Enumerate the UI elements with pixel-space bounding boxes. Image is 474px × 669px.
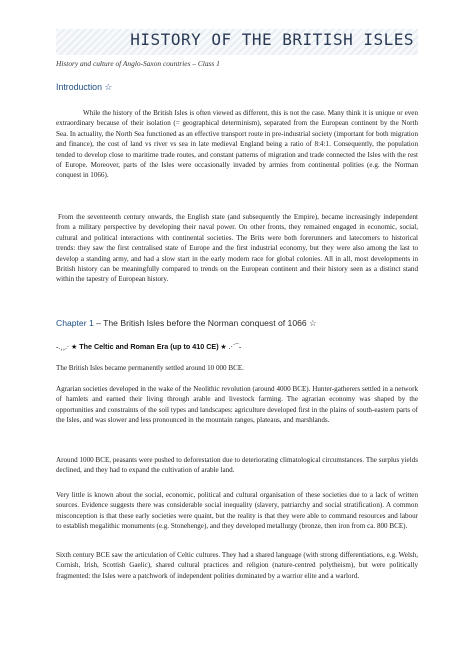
intro-paragraph-1: While the history of the British Isles is often viewed as different, this is not the case. Many think it is unique or even extraordinary because of their isolation (= geographical determinism), separated from the European continent by the North Sea. In actuality, the North Sea functioned as an effective transport route in pre-industrial society (important for both migration and finance), the cost of land vs river vs sea in late medieval England being a ratio of 8:4:1. Consequently, the population tended to develop close to maritime trade routes, and constant patterns of migration and trade connected the Isles with the rest of Europe. Moreover, parts of the Isles were occasionally invaded by armies from continental polities (e.g. the Norman conquest in 1066).	[56, 109, 418, 180]
chapter-1-heading	[56, 318, 317, 329]
chapter-paragraph-5: Sixth century BCE saw the articulation of Celtic cultures. They had a shared language (with strong differentiations, e.g. Welsh, Cornish, Irish, Scottish Gaelic), shared cultural practices and religion (nature-centred polytheism), but were politically fragmented: the Isles were a patchwork of independent polities dominated by a warrior elite and a warlord.	[56, 551, 418, 580]
chapter-paragraph-3: Around 1000 BCE, peasants were pushed to deforestation due to deteriorating climatological circumstances. The surplus yields declined, and they had to expand the cultivation of arable land.	[56, 456, 418, 475]
chapter-1-separator: –	[93, 318, 104, 328]
chapter-paragraph-1: The British Isles became permanently settled around 10 000 BCE.	[56, 364, 244, 372]
chapter-paragraph-4: Very little is known about the social, economic, political and cultural organisation of these societies due to a lack of written sources. Evidence suggests there was considerable social inequality (slavery, patriarchy and social stratification). A common misconception is that these early societies were quaint, but the reality is that they were able to command resources and labour to establish megalithic monuments (e.g. Stonehenge), and they developed metallurgy (bronze, then iron from ca. 800 BCE).	[56, 491, 418, 531]
chapter-1-title: The British Isles before the Norman conquest of 1066 ☆	[103, 318, 317, 328]
era-title: The Celtic and Roman Era (up to 410 CE)	[79, 342, 219, 351]
introduction-heading: Introduction ☆	[56, 82, 113, 92]
chapter-1-label: Chapter 1	[56, 318, 94, 328]
page-subtitle: History and culture of Anglo-Saxon countries – Class 1	[56, 59, 220, 68]
era-prefix: -.¸¸.· ★	[56, 343, 80, 351]
chapter-paragraph-2: Agrarian societies developed in the wake of the Neolithic revolution (around 4000 BCE). Hunter-gatherers settled in a network of hamlets and earned their living through arable and livestock farming. The agrarian economy was shaped by the opportunities and constraints of the soil types and landscapes: agriculture developed first in the plains of south-eastern parts of the Isles, and was slower and less pronounced in the mountain ranges, plateaus, and marshlands.	[56, 385, 418, 425]
page-title: HISTORY OF THE BRITISH ISLES	[130, 30, 414, 49]
era-suffix: ★ .·´¯-	[218, 343, 242, 351]
intro-paragraph-2: From the seventeenth century onwards, the English state (and subsequently the Empire), became increasingly independent from a military perspective by developing their naval power. On other fronts, they remained engaged in economic, social, cultural and political interactions with continental societies. The Brits were both forerunners and latecomers to historical trends: they saw the first centralised state of Europe and the first industrial economy, but they were also among the last to develop a standing army, and had a slow start in the early modern race for global colonies. All in all, most developments in British history can be meaningfully compared to trends on the European continent and their history seen as a distinct stand within the tapestry of European history.	[56, 213, 418, 284]
era-heading	[56, 342, 241, 351]
